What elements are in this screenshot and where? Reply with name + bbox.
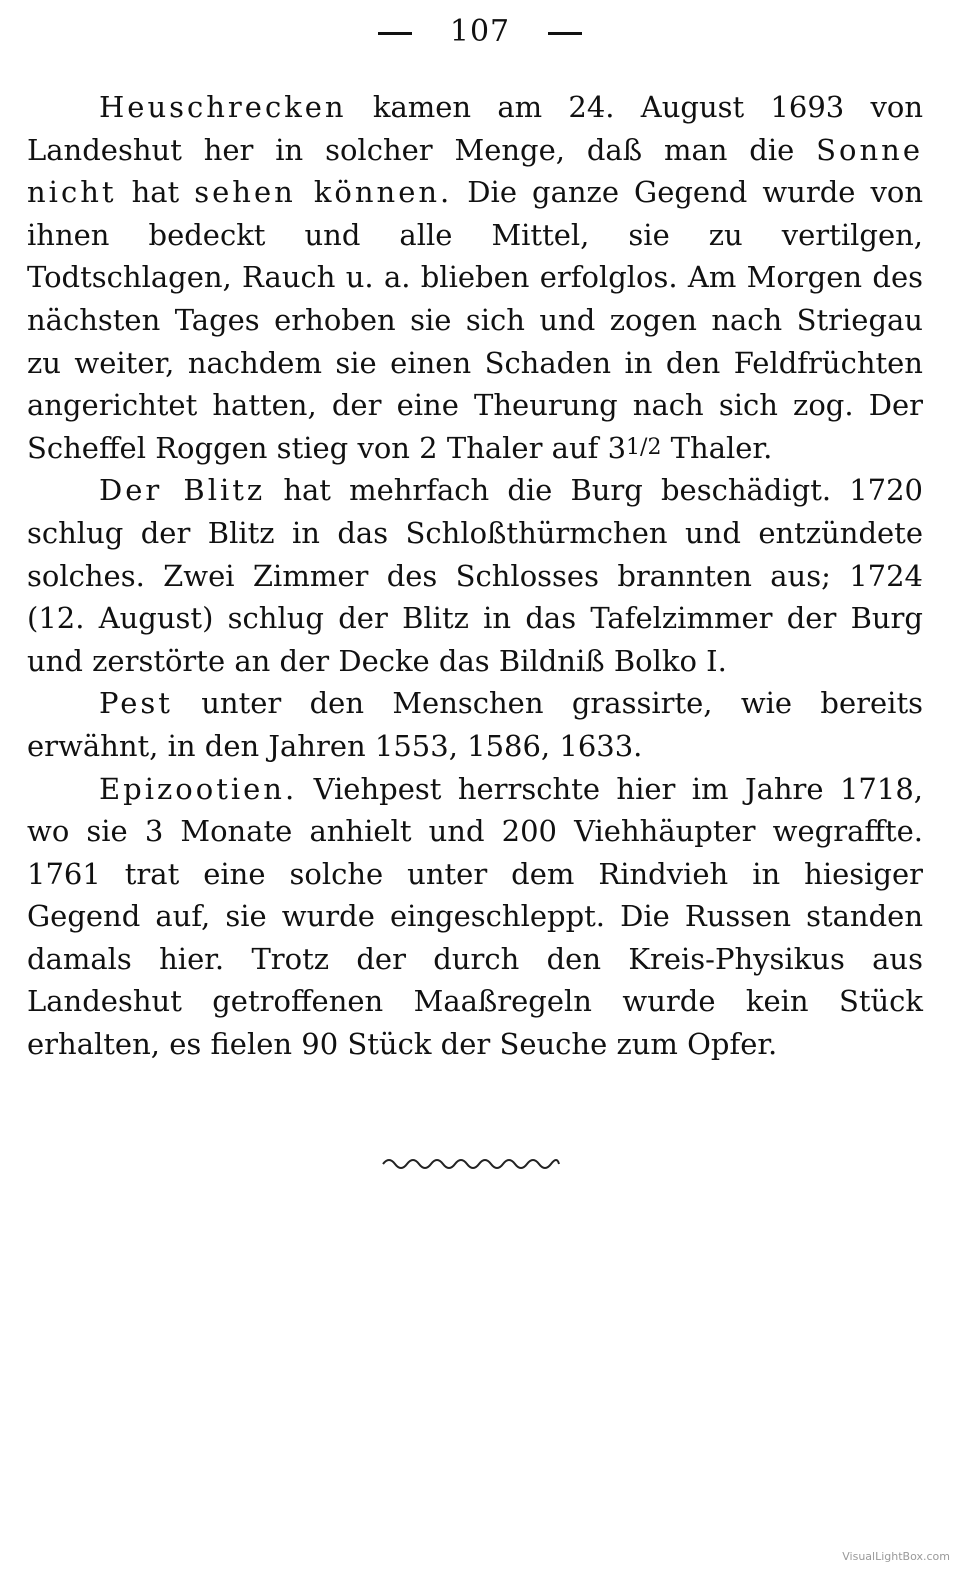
fraction: 1/2: [626, 434, 662, 460]
emphasis-text: Sonne nicht: [27, 132, 923, 210]
paragraph-pest: [27, 682, 923, 767]
paragraph-text: hat mehrfach die Burg beschädigt. 1720 schlug der Blitz in das Schloßthürmchen und entzündete solches. Zwei Zimmer des Schlosses brannten aus; 1724 (12. August) schlug der Blitz in das Tafelzimmer der Burg und zerstörte an der Decke das Bildniß Bolko I.: [27, 473, 923, 678]
paragraph-text: Die ganze Gegend wurde von ihnen bedeckt und alle Mittel, sie zu vertilgen, Todtschlagen, Rauch u. a. blieben erfolglos. Am Morgen des nächsten Tages erhoben sie sich und zogen nach Striegau zu weiter, nachdem sie einen Schaden in den Feldfrüchten angerichtet hatten, der eine Theurung nach sich zog. Der Scheffel Roggen stieg von 2 Thaler auf 3: [27, 175, 923, 465]
paragraph-heuschrecken: [27, 86, 923, 469]
left-dash: [378, 32, 412, 35]
paragraph-text: kamen am 24. August 1693 von Landeshut her in solcher Menge, daß man die: [27, 90, 923, 167]
wavy-divider-ornament: [381, 1152, 561, 1176]
paragraph-text: unter den Menschen grassirte, wie bereits erwähnt, in den Jahren 1553, 1586, 1633.: [27, 686, 923, 763]
right-dash: [548, 32, 582, 35]
emphasis-text: sehen können.: [194, 175, 453, 210]
paragraph-lead: Der Blitz: [99, 473, 266, 508]
paragraph-lead: Epizootien.: [99, 771, 298, 806]
paragraph-lead: Pest: [99, 686, 173, 721]
paragraph-text: hat: [116, 175, 195, 210]
paragraph-text: Thaler.: [661, 430, 773, 465]
page-number: 107: [449, 14, 511, 49]
page-number-header: [0, 12, 960, 52]
paragraph-blitz: [27, 469, 923, 682]
paragraph-lead: Heuschrecken: [99, 90, 347, 124]
paragraph-text: Viehpest herrschte hier im Jahre 1718, wo sie 3 Monate anhielt und 200 Viehhäupter wegraffte. 1761 trat eine solche unter dem Rindvieh in hiesiger Gegend auf, sie wurde eingeschleppt. Die Russen standen damals hier. Trotz der durch den Kreis-Physikus aus Landeshut getroffenen Maaßregeln wurde kein Stück erhalten, es fielen 90 Stück der Seuche zum Opfer.: [27, 771, 923, 1062]
watermark-text: VisualLightBox.com: [842, 1550, 950, 1563]
body-text: [27, 86, 923, 1066]
paragraph-epizootien: [27, 768, 923, 1066]
